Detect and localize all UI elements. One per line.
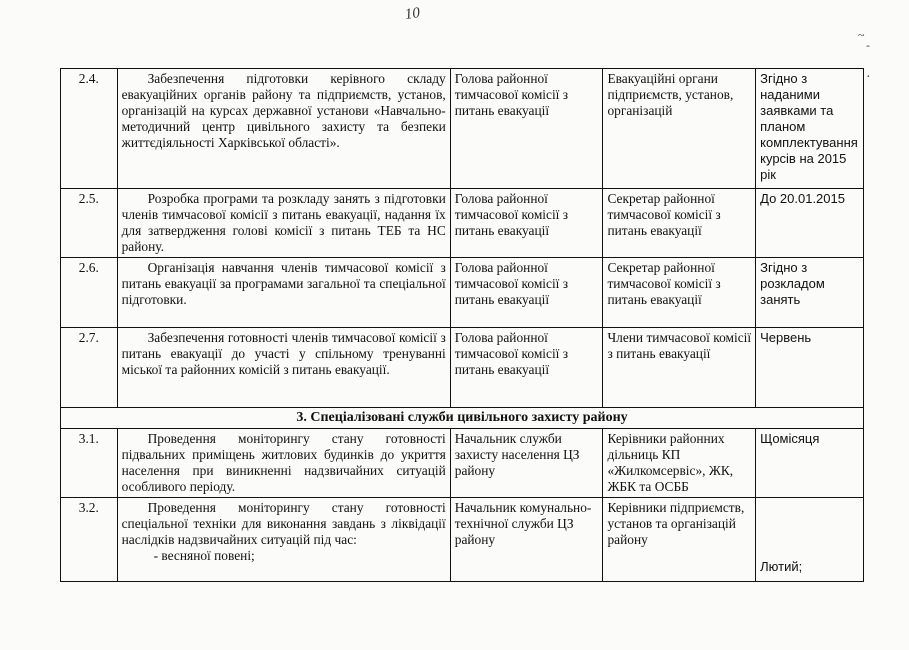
item-number: 3.2.	[61, 498, 118, 582]
corner-mark: ·	[866, 70, 871, 85]
item-term: Червень	[756, 328, 864, 408]
item-description	[117, 258, 450, 328]
item-responsible: Голова районної тимчасової комісії з питань евакуації	[450, 258, 603, 328]
item-responsible: Голова районної тимчасової комісії з питань евакуації	[450, 69, 603, 189]
item-responsible: Начальник комунально-технічної служби ЦЗ району	[450, 498, 603, 582]
item-description-text: Забезпечення готовності членів тимчасової комісії з питань евакуації до участі у спільному тренуванні міської та районних комісій з питань евакуації.	[121, 330, 446, 377]
item-description	[117, 429, 450, 498]
item-term	[756, 498, 864, 582]
item-number: 2.6.	[61, 258, 118, 328]
item-description-text: Забезпечення підготовки керівного складу евакуаційних органів району та підприємств, установ, організацій на курсах державної установи «Навчально-методичний центр цивільного захисту та безпеки життєдіяльності Харківської області».	[121, 71, 446, 150]
item-number: 3.1.	[61, 429, 118, 498]
corner-mark: ~	[858, 28, 865, 42]
item-description-text: Проведення моніторингу стану готовності підвальних приміщень житлових будинків до укриття населення при виникненні надзвичайних ситуацій особливого періоду.	[121, 431, 446, 494]
item-description	[117, 498, 450, 582]
table-row	[61, 189, 864, 258]
item-responsible: Голова районної тимчасової комісії з питань евакуації	[450, 189, 603, 258]
item-executors: Керівники районних дільниць КП «Жилкомсервіс», ЖК, ЖБК та ОСББ	[603, 429, 756, 498]
item-description-text: Організація навчання членів тимчасової комісії з питань евакуації за програмами загальної та спеціальної підготовки.	[121, 260, 446, 307]
item-executors: Секретар районної тимчасової комісії з питань евакуації	[603, 189, 756, 258]
item-executors: Члени тимчасової комісії з питань евакуації	[603, 328, 756, 408]
item-number: 2.4.	[61, 69, 118, 189]
item-description	[117, 328, 450, 408]
item-responsible: Начальник служби захисту населення ЦЗ району	[450, 429, 603, 498]
item-number: 2.5.	[61, 189, 118, 258]
table-row	[61, 328, 864, 408]
page-number: 10	[403, 5, 421, 23]
corner-mark: -	[866, 38, 870, 52]
item-term: Згідно з наданими заявками та планом комплектування курсів на 2015 рік	[756, 69, 864, 189]
item-term-text: Лютий;	[760, 559, 803, 574]
item-executors: Керівники підприємств, установ та організацій району	[603, 498, 756, 582]
section-title: 3. Спеціалізовані служби цивільного захисту району	[61, 408, 864, 429]
table-row	[61, 258, 864, 328]
item-term: Щомісяця	[756, 429, 864, 498]
section-header-row	[61, 408, 864, 429]
table-row	[61, 69, 864, 189]
item-description	[117, 69, 450, 189]
item-subpoint: - весняної повені;	[153, 548, 255, 563]
item-executors: Секретар районної тимчасової комісії з питань евакуації	[603, 258, 756, 328]
item-description	[117, 189, 450, 258]
plan-table	[60, 68, 864, 582]
item-description-text: Розробка програми та розкладу занять з підготовки членів тимчасової комісії з питань евакуації, надання їх для затвердження голові комісії з питань ТЕБ та НС району.	[121, 191, 446, 254]
item-term: Згідно з розкладом занять	[756, 258, 864, 328]
item-responsible: Голова районної тимчасової комісії з питань евакуації	[450, 328, 603, 408]
item-number: 2.7.	[61, 328, 118, 408]
table-row	[61, 498, 864, 582]
item-executors: Евакуаційні органи підприємств, установ, організацій	[603, 69, 756, 189]
table-row	[61, 429, 864, 498]
item-term: До 20.01.2015	[756, 189, 864, 258]
item-description-text: Проведення моніторингу стану готовності спеціальної техніки для виконання завдань з ліквідації наслідків надзвичайних ситуацій під час:	[121, 500, 446, 547]
